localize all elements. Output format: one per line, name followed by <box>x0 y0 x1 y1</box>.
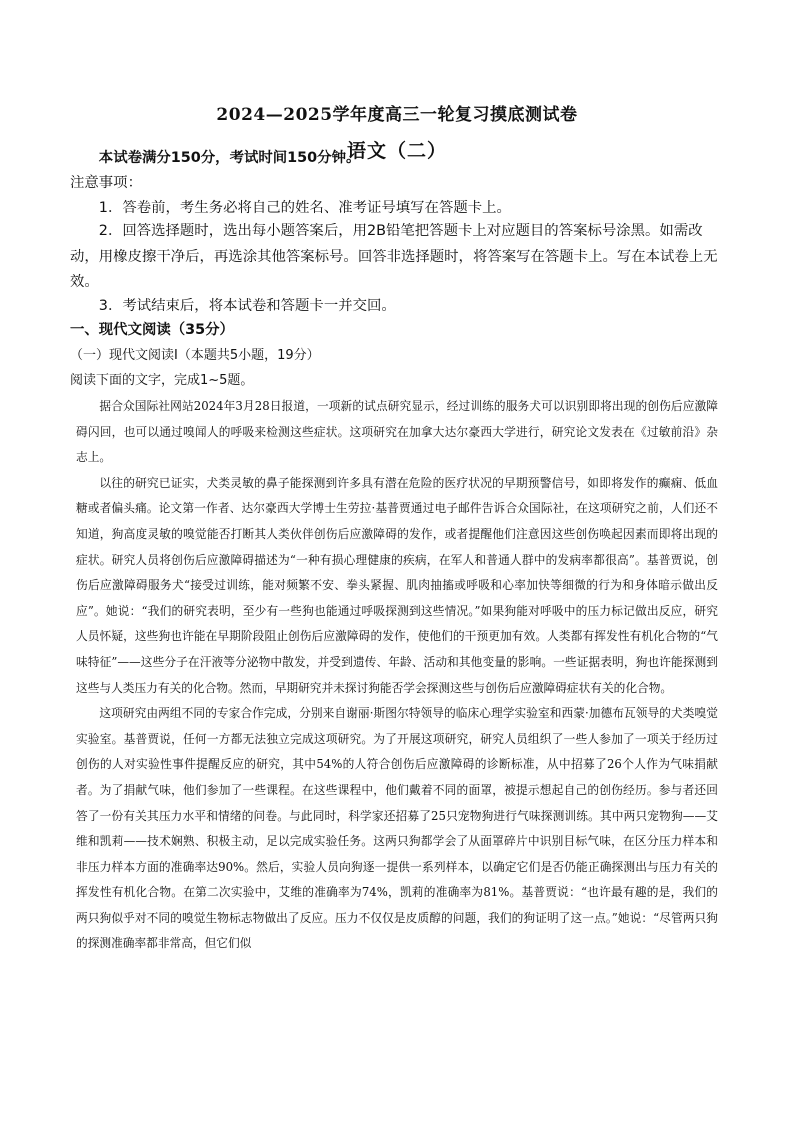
note-1: 1．答卷前，考生务必将自己的姓名、准考证号填写在答题卡上。 <box>98 200 511 216</box>
passage-paragraph: 以往的研究已证实，犬类灵敏的鼻子能探测到许多具有潜在危险的医疗状况的早期预警信号，如即将发作的癫痫、低血糖或者偏头痛。论文第一作者、达尔豪西大学博士生劳拉·基普贾通过电子邮件告诉合众国际社，在这项研究之前，人们还不知道，狗高度灵敏的嗅觉能否打断其人类伙伴创伤后应激障碍的发作，或者提醒他们注意因这些创伤唤起因素而即将出现的症状。研究人员将创伤后应激障碍描述为“一种有损心理健康的疾病，在军人和普通人群中的发病率都很高”。基普贾说，创伤后应激障碍服务犬“接受过训练，能对频繁不安、拳头紧握、肌肉抽搐或呼吸和心率加快等细微的行为和身体暗示做出反应”。她说：“我们的研究表明，至少有一些狗也能通过呼吸探测到这些情况。”如果狗能对呼吸中的压力标记做出反应，研究人员怀疑，这些狗也许能在早期阶段阻止创伤后应激障碍的发作，使他们的干预更加有效。人类都有挥发性有机化合物的“气味特征”——这些分子在汗液等分泌物中散发，并受到遗传、年龄、活动和其他变量的影响。一些证据表明，狗也许能探测到这些与人类压力有关的化合物。然而，早期研究并未探讨狗能否学会探测这些与创伤后应激障碍症状有关的化合物。 <box>76 475 718 695</box>
note-3: 3．考试结束后，将本试卷和答题卡一并交回。 <box>98 298 396 314</box>
section-heading: 一、现代文阅读（35分） <box>70 322 234 338</box>
exam-subtitle: 语文（二） <box>346 140 447 162</box>
passage-paragraph: 据合众国际社网站2024年3月28日报道，一项新的试点研究显示，经过训练的服务犬可以识别即将出现的创伤后应激障碍闪回，也可以通过嗅闻人的呼吸来检测这些症状。这项研究在加拿大达尔豪西大学进行，研究论文发表在《过敏前沿》杂志上。 <box>76 399 718 465</box>
notes-heading: 注意事项： <box>70 175 142 191</box>
subsection-heading: （一）现代文阅读Ⅰ（本题共5小题，19分） <box>70 348 320 363</box>
exam-title: 2024—2025学年度高三一轮复习摸底测试卷 <box>216 105 578 125</box>
exam-info: 本试卷满分150分，考试时间150分钟。 <box>98 150 361 166</box>
reading-instruction: 阅读下面的文字，完成1~5题。 <box>70 373 254 388</box>
note-2: 2．回答选择题时，选出每小题答案后，用2B铅笔把答题卡上对应题目的答案标号涂黑。如需改动，用橡皮擦干净后，再选涂其他答案标号。回答非选择题时，将答案写在答题卡上。写在本试卷上无效。 <box>70 223 718 290</box>
passage-paragraph: 这项研究由两组不同的专家合作完成，分别来自谢丽·斯图尔特领导的临床心理学实验室和西蒙·加德布瓦领导的犬类嗅觉实验室。基普贾说，任何一方都无法独立完成这项研究。为了开展这项研究，研究人员组织了一些人参加了一项关于经历过创伤的人对实验性事件提醒反应的研究，其中54%的人符合创伤后应激障碍的诊断标准，从中招募了26个人作为气味捐献者。为了捐献气味，他们参加了一些课程。在这些课程中，他们戴着不同的面罩，被提示想起自己的创伤经历。参与者还回答了一份有关其压力水平和情绪的问卷。与此同时，科学家还招募了25只宠物狗进行气味探测训练。其中两只宠物狗——艾维和凯莉——技术娴熟、积极主动，足以完成实验任务。这两只狗都学会了从面罩碎片中识别目标气味，在区分压力样本和非压力样本方面的准确率达90%。然后，实验人员向狗逐一提供一系列样本，以确定它们是否仍能正确探测出与压力有关的挥发性有机化合物。在第二次实验中，艾维的准确率为74%，凯莉的准确率为81%。基普贾说：“也许最有趣的是，我们的两只狗似乎对不同的嗅觉生物标志物做出了反应。压力不仅仅是皮质醇的问题，我们的狗证明了这一点。”她说：“尽管两只狗的探测准确率都非常高，但它们似 <box>76 706 718 951</box>
reading-passage <box>76 394 718 957</box>
